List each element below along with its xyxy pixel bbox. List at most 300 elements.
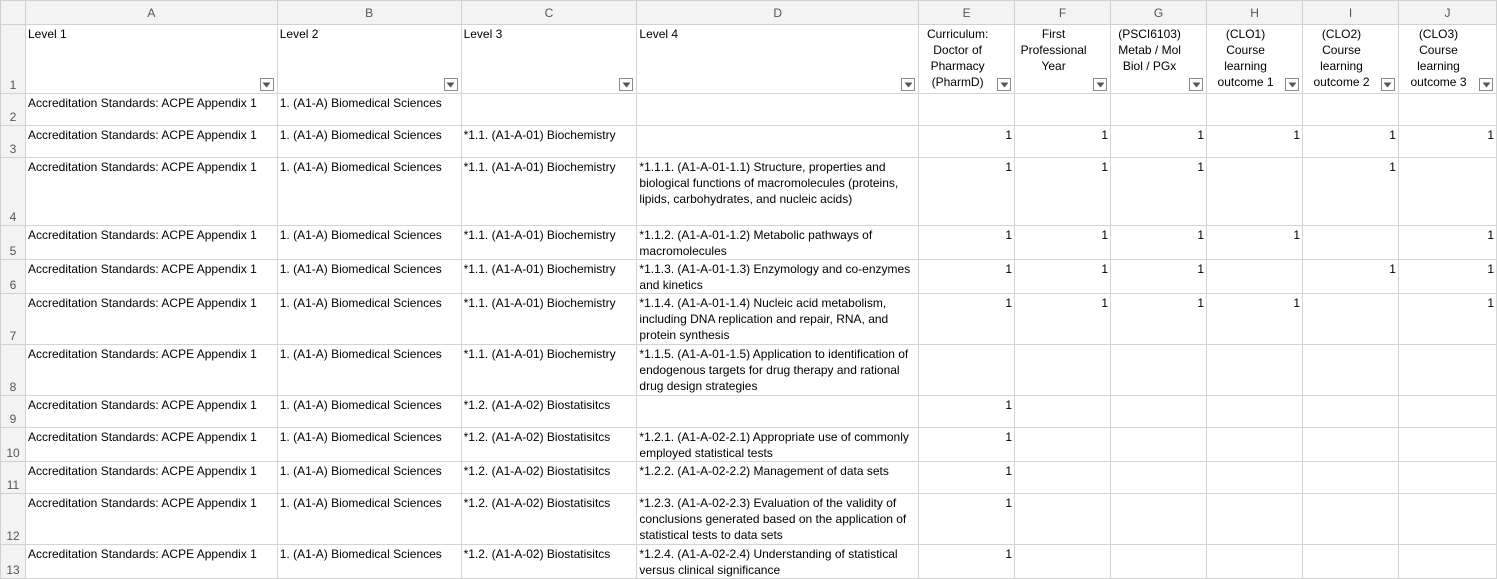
cell-i6[interactable]	[1303, 260, 1399, 294]
column-header-g[interactable]: G	[1111, 1, 1207, 25]
cell-j4[interactable]	[1398, 158, 1496, 226]
cell-h3[interactable]	[1207, 126, 1303, 158]
cell-b6[interactable]	[277, 260, 461, 294]
cell-value: *1.1. (A1-A-01) Biochemistry	[463, 262, 616, 276]
header-label: Level 2	[279, 27, 319, 41]
cell-h4[interactable]	[1207, 158, 1303, 226]
cell-b5[interactable]	[277, 226, 461, 260]
cell-value	[462, 94, 637, 95]
cell-value	[637, 126, 918, 127]
cell-value: Accreditation Standards: ACPE Appendix 1	[27, 128, 257, 142]
filter-dropdown-icon[interactable]	[1479, 78, 1493, 91]
table-row	[1, 428, 1497, 462]
header-label: First Professional Year	[1020, 27, 1087, 73]
header-cell-f[interactable]	[1015, 25, 1111, 94]
table-row	[1, 494, 1497, 545]
cell-i13[interactable]	[1303, 545, 1399, 579]
cell-value: *1.2.2. (A1-A-02-2.2) Management of data sets	[639, 464, 889, 478]
cell-b3[interactable]	[277, 126, 461, 158]
cell-value	[1015, 545, 1110, 546]
cell-value	[1207, 545, 1302, 546]
cell-value	[1015, 494, 1110, 495]
cell-value	[1111, 428, 1206, 429]
cell-value: *1.1.5. (A1-A-01-1.5) Application to identification of endogenous targets for drug therapy and rational drug design strategies	[639, 347, 909, 393]
column-header-a[interactable]: A	[25, 1, 277, 25]
cell-value: Accreditation Standards: ACPE Appendix 1	[27, 464, 257, 478]
cell-value: 1. (A1-A) Biomedical Sciences	[279, 160, 442, 174]
cell-value	[1303, 396, 1398, 397]
cell-value: 1	[1005, 128, 1013, 142]
cell-value	[1111, 94, 1206, 95]
cell-value: Accreditation Standards: ACPE Appendix 1	[27, 547, 257, 561]
cell-value: Accreditation Standards: ACPE Appendix 1	[27, 160, 257, 174]
cell-value: 1. (A1-A) Biomedical Sciences	[279, 228, 442, 242]
row-number[interactable]: 11	[1, 462, 26, 494]
cell-value	[1207, 94, 1302, 95]
column-header-f[interactable]: F	[1015, 1, 1111, 25]
cell-value	[1207, 494, 1302, 495]
cell-f13[interactable]	[1015, 545, 1111, 579]
cell-value: *1.2. (A1-A-02) Biostatisitcs	[463, 398, 611, 412]
cell-f10[interactable]	[1015, 428, 1111, 462]
cell-value: *1.1. (A1-A-01) Biochemistry	[463, 347, 616, 361]
header-label: Level 1	[27, 27, 67, 41]
cell-value	[1207, 428, 1302, 429]
row-number[interactable]: 7	[1, 294, 26, 345]
cell-value: 1. (A1-A) Biomedical Sciences	[279, 96, 442, 110]
filter-dropdown-icon[interactable]	[1381, 78, 1395, 91]
cell-g12[interactable]	[1111, 494, 1207, 545]
cell-value: 1	[1101, 296, 1109, 310]
cell-value	[1111, 345, 1206, 346]
cell-e12[interactable]	[919, 494, 1015, 545]
cell-b11[interactable]	[277, 462, 461, 494]
cell-value: 1	[1197, 262, 1205, 276]
cell-b2[interactable]	[277, 94, 461, 126]
cell-j9[interactable]	[1398, 396, 1496, 428]
cell-value	[1303, 94, 1398, 95]
header-cell-j[interactable]	[1398, 25, 1496, 94]
filter-dropdown-icon[interactable]	[1189, 78, 1203, 91]
cell-value: 1. (A1-A) Biomedical Sciences	[279, 296, 442, 310]
cell-g4[interactable]	[1111, 158, 1207, 226]
cell-e6[interactable]	[919, 260, 1015, 294]
cell-a2[interactable]	[25, 94, 277, 126]
cell-value: 1. (A1-A) Biomedical Sciences	[279, 128, 442, 142]
cell-c2[interactable]	[461, 94, 637, 126]
cell-value: 1	[1005, 496, 1013, 510]
cell-e13[interactable]	[919, 545, 1015, 579]
cell-a7[interactable]	[25, 294, 277, 345]
cell-value: 1	[1293, 296, 1301, 310]
cell-value	[919, 94, 1014, 95]
cell-j2[interactable]	[1398, 94, 1496, 126]
cell-value	[1111, 494, 1206, 495]
cell-a13[interactable]	[25, 545, 277, 579]
cell-j8[interactable]	[1398, 345, 1496, 396]
cell-value: *1.2. (A1-A-02) Biostatisitcs	[463, 496, 611, 510]
cell-f6[interactable]	[1015, 260, 1111, 294]
column-header-h[interactable]: H	[1207, 1, 1303, 25]
row-number[interactable]: 4	[1, 158, 26, 226]
cell-value: Accreditation Standards: ACPE Appendix 1	[27, 96, 257, 110]
cell-e4[interactable]	[919, 158, 1015, 226]
cell-h6[interactable]	[1207, 260, 1303, 294]
cell-value: *1.2.3. (A1-A-02-2.3) Evaluation of the validity of conclusions generated based on the application of statistical tests to data sets	[639, 496, 907, 542]
select-all-corner[interactable]	[1, 1, 26, 25]
cell-a8[interactable]	[25, 345, 277, 396]
row-number[interactable]: 6	[1, 260, 26, 294]
table-row	[1, 462, 1497, 494]
cell-e8[interactable]	[919, 345, 1015, 396]
cell-value: *1.1.3. (A1-A-01-1.3) Enzymology and co-enzymes and kinetics	[639, 262, 911, 292]
cell-h8[interactable]	[1207, 345, 1303, 396]
cell-d3[interactable]	[637, 126, 919, 158]
cell-i3[interactable]	[1303, 126, 1399, 158]
header-label: Curriculum: Doctor of Pharmacy (PharmD)	[926, 27, 989, 89]
cell-e2[interactable]	[919, 94, 1015, 126]
cell-value: Accreditation Standards: ACPE Appendix 1	[27, 296, 257, 310]
column-header-i[interactable]: I	[1303, 1, 1399, 25]
cell-value	[1207, 260, 1302, 261]
cell-value: 1	[1487, 262, 1494, 276]
cell-value: *1.2. (A1-A-02) Biostatisitcs	[463, 464, 611, 478]
cell-value: 1. (A1-A) Biomedical Sciences	[279, 464, 442, 478]
cell-value	[1399, 345, 1496, 346]
cell-value: 1	[1005, 262, 1013, 276]
cell-value	[1399, 158, 1496, 159]
cell-value: 1	[1005, 398, 1013, 412]
cell-value: 1. (A1-A) Biomedical Sciences	[279, 430, 442, 444]
cell-g3[interactable]	[1111, 126, 1207, 158]
cell-value	[1111, 396, 1206, 397]
cell-value: 1	[1101, 160, 1109, 174]
cell-j5[interactable]	[1398, 226, 1496, 260]
cell-f2[interactable]	[1015, 94, 1111, 126]
cell-g9[interactable]	[1111, 396, 1207, 428]
cell-e11[interactable]	[919, 462, 1015, 494]
cell-value: 1	[1389, 128, 1396, 142]
table-row	[1, 545, 1497, 579]
filter-dropdown-icon[interactable]	[444, 78, 458, 91]
table-row	[1, 126, 1497, 158]
cell-a9[interactable]	[25, 396, 277, 428]
cell-c7[interactable]	[461, 294, 637, 345]
cell-c5[interactable]	[461, 226, 637, 260]
table-row	[1, 345, 1497, 396]
cell-value: 1	[1197, 296, 1205, 310]
header-cell-d[interactable]	[637, 25, 919, 94]
cell-i9[interactable]	[1303, 396, 1399, 428]
cell-value	[1399, 428, 1496, 429]
cell-value	[637, 396, 918, 397]
cell-f12[interactable]	[1015, 494, 1111, 545]
cell-value: 1	[1101, 128, 1109, 142]
cell-a3[interactable]	[25, 126, 277, 158]
cell-value: Accreditation Standards: ACPE Appendix 1	[27, 398, 257, 412]
row-number[interactable]: 8	[1, 345, 26, 396]
cell-e9[interactable]	[919, 396, 1015, 428]
cell-a4[interactable]	[25, 158, 277, 226]
cell-b7[interactable]	[277, 294, 461, 345]
cell-value	[1111, 462, 1206, 463]
header-label: (PSCI6103) Metab / Mol Biol / PGx	[1118, 27, 1181, 73]
cell-value: Accreditation Standards: ACPE Appendix 1	[27, 228, 257, 242]
cell-value: 1	[1487, 128, 1494, 142]
cell-value	[1111, 545, 1206, 546]
table-row	[1, 94, 1497, 126]
cell-e3[interactable]	[919, 126, 1015, 158]
cell-value	[1015, 396, 1110, 397]
cell-d7[interactable]	[637, 294, 919, 345]
cell-f5[interactable]	[1015, 226, 1111, 260]
cell-i5[interactable]	[1303, 226, 1399, 260]
cell-value: 1. (A1-A) Biomedical Sciences	[279, 398, 442, 412]
cell-value: 1	[1293, 128, 1301, 142]
cell-e7[interactable]	[919, 294, 1015, 345]
cell-value: *1.1. (A1-A-01) Biochemistry	[463, 160, 616, 174]
cell-value: 1	[1101, 228, 1109, 242]
cell-g6[interactable]	[1111, 260, 1207, 294]
cell-c11[interactable]	[461, 462, 637, 494]
cell-d4[interactable]	[637, 158, 919, 226]
cell-value: *1.1.2. (A1-A-01-1.2) Metabolic pathways of macromolecules	[639, 228, 873, 258]
cell-h2[interactable]	[1207, 94, 1303, 126]
cell-c10[interactable]	[461, 428, 637, 462]
row-number[interactable]: 3	[1, 126, 26, 158]
table-row	[1, 396, 1497, 428]
cell-value: *1.1. (A1-A-01) Biochemistry	[463, 296, 616, 310]
header-label: (CLO2) Course learning outcome 2	[1313, 27, 1370, 89]
row-number[interactable]: 12	[1, 494, 26, 545]
cell-h10[interactable]	[1207, 428, 1303, 462]
row-number[interactable]: 10	[1, 428, 26, 462]
cell-value	[1303, 226, 1398, 227]
cell-f4[interactable]	[1015, 158, 1111, 226]
cell-a5[interactable]	[25, 226, 277, 260]
header-cell-h[interactable]	[1207, 25, 1303, 94]
cell-b10[interactable]	[277, 428, 461, 462]
cell-g11[interactable]	[1111, 462, 1207, 494]
header-row	[1, 25, 1497, 94]
cell-value: 1	[1197, 160, 1205, 174]
cell-value: *1.2. (A1-A-02) Biostatisitcs	[463, 430, 611, 444]
table-row	[1, 226, 1497, 260]
header-cell-e[interactable]	[919, 25, 1015, 94]
cell-h11[interactable]	[1207, 462, 1303, 494]
cell-f11[interactable]	[1015, 462, 1111, 494]
cell-d12[interactable]	[637, 494, 919, 545]
cell-e5[interactable]	[919, 226, 1015, 260]
column-header-b[interactable]: B	[277, 1, 461, 25]
cell-value: *1.1.4. (A1-A-01-1.4) Nucleic acid metabolism, including DNA replication and repair, RNA, and protein synthesis	[639, 296, 889, 342]
cell-value	[1015, 345, 1110, 346]
cell-value: 1	[1005, 464, 1013, 478]
cell-b13[interactable]	[277, 545, 461, 579]
cell-value	[1303, 345, 1398, 346]
cell-e10[interactable]	[919, 428, 1015, 462]
cell-f7[interactable]	[1015, 294, 1111, 345]
cell-d2[interactable]	[637, 94, 919, 126]
cell-f9[interactable]	[1015, 396, 1111, 428]
filter-dropdown-icon[interactable]	[260, 78, 274, 91]
cell-i10[interactable]	[1303, 428, 1399, 462]
cell-i8[interactable]	[1303, 345, 1399, 396]
cell-f3[interactable]	[1015, 126, 1111, 158]
cell-h5[interactable]	[1207, 226, 1303, 260]
cell-value: Accreditation Standards: ACPE Appendix 1	[27, 262, 257, 276]
row-number[interactable]: 9	[1, 396, 26, 428]
cell-value	[1399, 494, 1496, 495]
cell-h12[interactable]	[1207, 494, 1303, 545]
cell-j7[interactable]	[1398, 294, 1496, 345]
cell-g2[interactable]	[1111, 94, 1207, 126]
cell-b9[interactable]	[277, 396, 461, 428]
cell-g10[interactable]	[1111, 428, 1207, 462]
cell-value	[1207, 462, 1302, 463]
cell-value: 1	[1101, 262, 1109, 276]
header-cell-a[interactable]	[25, 25, 277, 94]
cell-i2[interactable]	[1303, 94, 1399, 126]
cell-value: 1	[1005, 296, 1013, 310]
cell-b4[interactable]	[277, 158, 461, 226]
cell-b8[interactable]	[277, 345, 461, 396]
row-number[interactable]: 13	[1, 545, 26, 579]
cell-j3[interactable]	[1398, 126, 1496, 158]
cell-j11[interactable]	[1398, 462, 1496, 494]
row-number[interactable]: 2	[1, 94, 26, 126]
cell-value	[1303, 294, 1398, 295]
cell-c4[interactable]	[461, 158, 637, 226]
cell-a11[interactable]	[25, 462, 277, 494]
header-label: Level 3	[463, 27, 503, 41]
cell-h13[interactable]	[1207, 545, 1303, 579]
filter-dropdown-icon[interactable]	[1093, 78, 1107, 91]
cell-f8[interactable]	[1015, 345, 1111, 396]
cell-c8[interactable]	[461, 345, 637, 396]
cell-value: *1.2.4. (A1-A-02-2.4) Understanding of statistical versus clinical significance	[639, 547, 898, 577]
header-cell-c[interactable]	[461, 25, 637, 94]
cell-value	[1207, 158, 1302, 159]
cell-g7[interactable]	[1111, 294, 1207, 345]
cell-a6[interactable]	[25, 260, 277, 294]
cell-value: *1.2.1. (A1-A-02-2.1) Appropriate use of commonly employed statistical tests	[639, 430, 909, 460]
cell-value: Accreditation Standards: ACPE Appendix 1	[27, 496, 257, 510]
cell-j10[interactable]	[1398, 428, 1496, 462]
cell-i11[interactable]	[1303, 462, 1399, 494]
filter-dropdown-icon[interactable]	[901, 78, 915, 91]
cell-j13[interactable]	[1398, 545, 1496, 579]
cell-value	[1303, 494, 1398, 495]
cell-value: 1. (A1-A) Biomedical Sciences	[279, 496, 442, 510]
cell-value	[1015, 462, 1110, 463]
filter-dropdown-icon[interactable]	[619, 78, 633, 91]
cell-c13[interactable]	[461, 545, 637, 579]
cell-g8[interactable]	[1111, 345, 1207, 396]
column-header-d[interactable]: D	[637, 1, 919, 25]
cell-value: Accreditation Standards: ACPE Appendix 1	[27, 430, 257, 444]
cell-value: 1	[1005, 547, 1013, 561]
cell-h9[interactable]	[1207, 396, 1303, 428]
cell-j12[interactable]	[1398, 494, 1496, 545]
cell-i4[interactable]	[1303, 158, 1399, 226]
cell-g13[interactable]	[1111, 545, 1207, 579]
cell-value: 1	[1005, 160, 1013, 174]
header-cell-i[interactable]	[1303, 25, 1399, 94]
row-number[interactable]: 1	[1, 25, 26, 94]
cell-value	[1399, 396, 1496, 397]
header-label: (CLO1) Course learning outcome 1	[1217, 27, 1274, 89]
header-label: Level 4	[639, 27, 679, 41]
cell-d10[interactable]	[637, 428, 919, 462]
cell-d8[interactable]	[637, 345, 919, 396]
cell-value: 1. (A1-A) Biomedical Sciences	[279, 262, 442, 276]
cell-value	[1399, 462, 1496, 463]
cell-value: 1	[1005, 228, 1013, 242]
cell-value	[1207, 345, 1302, 346]
cell-i12[interactable]	[1303, 494, 1399, 545]
cell-g5[interactable]	[1111, 226, 1207, 260]
cell-d9[interactable]	[637, 396, 919, 428]
table-row	[1, 158, 1497, 226]
filter-dropdown-icon[interactable]	[997, 78, 1011, 91]
cell-a12[interactable]	[25, 494, 277, 545]
column-header-c[interactable]: C	[461, 1, 637, 25]
cell-c3[interactable]	[461, 126, 637, 158]
cell-value	[1303, 545, 1398, 546]
cell-value: *1.1. (A1-A-01) Biochemistry	[463, 228, 616, 242]
header-cell-g[interactable]	[1111, 25, 1207, 94]
column-header-e[interactable]: E	[919, 1, 1015, 25]
cell-d11[interactable]	[637, 462, 919, 494]
cell-value	[1015, 428, 1110, 429]
cell-value: *1.2. (A1-A-02) Biostatisitcs	[463, 547, 611, 561]
cell-value: *1.1. (A1-A-01) Biochemistry	[463, 128, 616, 142]
cell-value: 1	[1487, 228, 1494, 242]
cell-c12[interactable]	[461, 494, 637, 545]
cell-c6[interactable]	[461, 260, 637, 294]
cell-d5[interactable]	[637, 226, 919, 260]
cell-value: *1.1.1. (A1-A-01-1.1) Structure, properties and biological functions of macromolecules (proteins, lipids, carbohydrates, and nucleic acids)	[639, 160, 899, 206]
cell-value: Accreditation Standards: ACPE Appendix 1	[27, 347, 257, 361]
filter-dropdown-icon[interactable]	[1285, 78, 1299, 91]
header-cell-b[interactable]	[277, 25, 461, 94]
cell-value	[919, 345, 1014, 346]
cell-value	[1399, 545, 1496, 546]
cell-value: 1	[1389, 262, 1396, 276]
cell-value: 1. (A1-A) Biomedical Sciences	[279, 347, 442, 361]
cell-h7[interactable]	[1207, 294, 1303, 345]
table-row	[1, 260, 1497, 294]
column-header-row	[1, 1, 1497, 25]
cell-j6[interactable]	[1398, 260, 1496, 294]
cell-value	[1015, 94, 1110, 95]
cell-value: 1. (A1-A) Biomedical Sciences	[279, 547, 442, 561]
cell-b12[interactable]	[277, 494, 461, 545]
cell-d6[interactable]	[637, 260, 919, 294]
cell-value	[1207, 396, 1302, 397]
row-number[interactable]: 5	[1, 226, 26, 260]
cell-value: 1	[1005, 430, 1013, 444]
cell-value: 1	[1197, 128, 1205, 142]
cell-d13[interactable]	[637, 545, 919, 579]
cell-value: 1	[1293, 228, 1301, 242]
column-header-j[interactable]: J	[1398, 1, 1496, 25]
cell-c9[interactable]	[461, 396, 637, 428]
cell-value: 1	[1487, 296, 1494, 310]
cell-i7[interactable]	[1303, 294, 1399, 345]
cell-a10[interactable]	[25, 428, 277, 462]
